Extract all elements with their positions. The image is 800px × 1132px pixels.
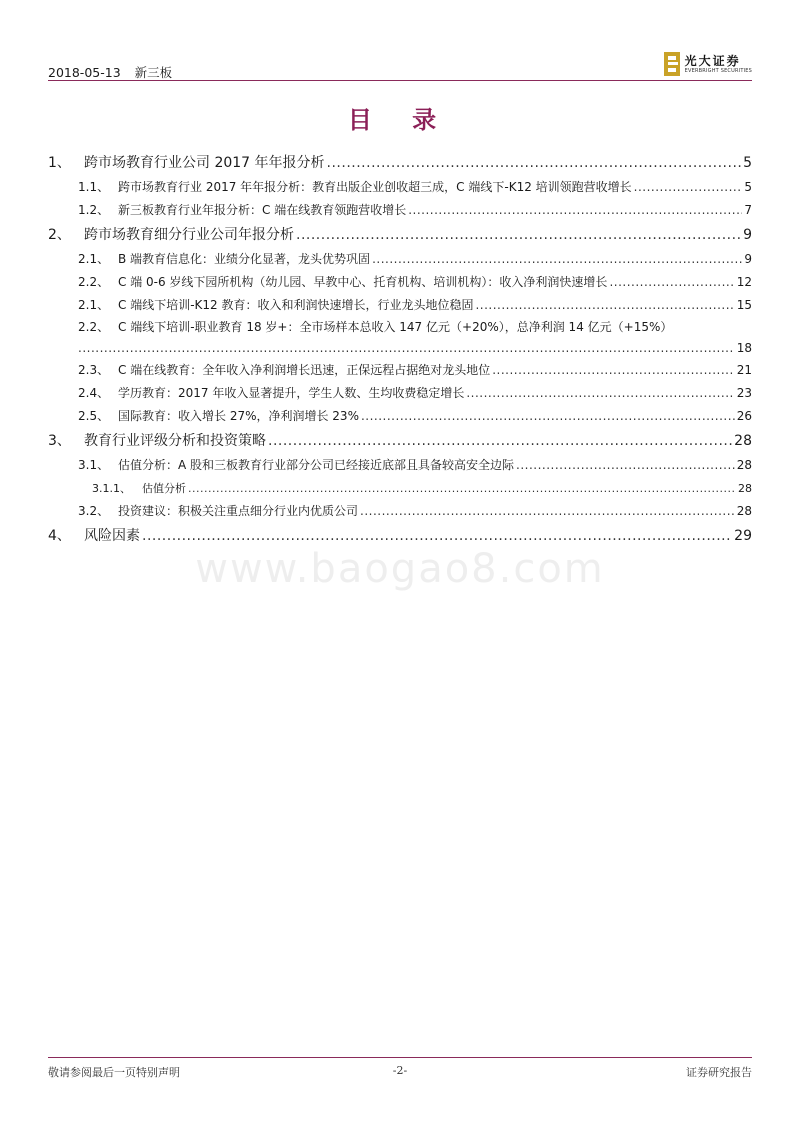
toc-entry-page: 12 (736, 275, 752, 289)
toc-entry-number: 3.1、 (78, 458, 110, 472)
toc-entry-title: 国际教育：收入增长 27%，净利润增长 23% (118, 409, 359, 423)
toc-entry-title: C 端线下培训-K12 教育：收入和利润快速增长，行业龙头地位稳固 (118, 298, 474, 312)
toc-entry-number: 1、 (48, 155, 71, 171)
toc-entry-page: 9 (743, 227, 752, 243)
toc-entry[interactable] (48, 523, 752, 549)
header-meta (48, 63, 172, 81)
market-board: 新三板 (134, 65, 173, 80)
toc-leader-dots (142, 523, 732, 549)
company-logo (664, 50, 752, 78)
toc-entry-title: 风险因素 (84, 528, 140, 544)
toc-entry-number: 2、 (48, 227, 71, 243)
toc-entry-title: 投资建议：积极关注重点细分行业内优质公司 (118, 504, 359, 518)
toc-leader-dots (516, 454, 735, 477)
toc-entry-number: 2.3、 (78, 363, 110, 377)
toc-entry-page: 28 (738, 482, 752, 495)
toc-entry-title: C 端 0-6 岁线下园所机构（幼儿园、早教中心、托育机构、培训机构）：收入净利润快速增长 (118, 275, 608, 289)
toc-entry-number: 3、 (48, 433, 71, 449)
toc-leader-dots (188, 477, 736, 500)
toc-entry-page: 28 (736, 458, 752, 472)
toc-entry[interactable] (48, 428, 752, 454)
toc-entry-title: 估值分析 (142, 482, 186, 495)
toc-entry-page: 28 (734, 433, 752, 449)
toc-entry-page: 5 (744, 180, 752, 194)
toc-entry[interactable] (48, 405, 752, 428)
logo-chinese-name: 光大证券 (684, 53, 741, 68)
toc-entry-page: 7 (744, 203, 752, 217)
report-type: 证券研究报告 (686, 1066, 752, 1079)
toc-entry[interactable] (48, 477, 752, 500)
toc-leader-dots (296, 222, 741, 248)
toc-entry[interactable] (48, 222, 752, 248)
page-header (48, 50, 752, 80)
toc-entry-number: 2.1、 (78, 298, 110, 312)
toc-leader-dots (492, 359, 735, 382)
toc-entry-title: 新三板教育行业年报分析：C 端在线教育领跑营收增长 (118, 203, 407, 217)
toc-entry-title: 学历教育：2017 年收入显著提升，学生人数、生均收费稳定增长 (118, 386, 465, 400)
toc-entry[interactable] (48, 150, 752, 176)
toc-entry-page: 28 (736, 504, 752, 518)
toc-entry-number: 3.1.1、 (92, 482, 131, 495)
header-divider (48, 80, 752, 81)
report-date: 2018-05-13 (48, 65, 121, 80)
toc-entry-title: C 端线下培训-职业教育 18 岁+：全市场样本总收入 147 亿元（+20%），总净利润 14 亿元（+15%） (118, 320, 673, 334)
everbright-logo-icon (664, 52, 680, 76)
toc-entry-number: 1.2、 (78, 203, 110, 217)
toc-entry[interactable] (48, 176, 752, 199)
toc-entry-page: 26 (736, 409, 752, 423)
toc-leader-dots (408, 199, 742, 222)
footer-divider (48, 1057, 752, 1058)
toc-entry-page: 29 (734, 528, 752, 544)
disclaimer-note: 敬请参阅最后一页特别声明 (48, 1066, 180, 1079)
toc-entry[interactable] (48, 271, 752, 294)
toc-entry[interactable] (48, 317, 752, 359)
toc-entry-page: 21 (736, 363, 752, 377)
logo-english-name: EVERBRIGHT SECURITIES (684, 67, 752, 74)
toc-leader-dots (475, 294, 734, 317)
toc-entry-number: 2.5、 (78, 409, 110, 423)
toc-entry[interactable] (48, 359, 752, 382)
toc-entry-page: 5 (743, 155, 752, 171)
toc-entry-page: 15 (736, 298, 752, 312)
toc-entry-title: 估值分析：A 股和三板教育行业部分公司已经接近底部且具备较高安全边际 (118, 458, 515, 472)
toc-entry-number: 3.2、 (78, 504, 110, 518)
toc-entry[interactable] (48, 454, 752, 477)
toc-leader-dots (466, 382, 734, 405)
toc-entry-number: 2.1、 (78, 252, 110, 266)
toc-entry-title: C 端在线教育：全年收入净利润增长迅速，正保远程占据绝对龙头地位 (118, 363, 491, 377)
toc-title: 目 录 (347, 105, 453, 134)
toc-leader-dots (609, 271, 734, 294)
toc-entry-number: 2.4、 (78, 386, 110, 400)
toc-leader-dots (360, 500, 735, 523)
toc-entry-page: 23 (736, 386, 752, 400)
toc-entry[interactable] (48, 248, 752, 271)
toc-entry-number: 1.1、 (78, 180, 110, 194)
toc-entry-title: 跨市场教育细分行业公司年报分析 (84, 227, 294, 243)
toc-entry-title: 教育行业评级分析和投资策略 (84, 433, 266, 449)
toc-leader-dots (78, 338, 735, 359)
toc-entry-title: 跨市场教育行业 2017 年年报分析：教育出版企业创收超三成，C 端线下-K12 培训领跑营收增长 (118, 180, 632, 194)
toc-entry[interactable] (48, 199, 752, 222)
toc-entry-page: 18 (736, 341, 752, 355)
toc-entry-page: 9 (744, 252, 752, 266)
toc-entry-number: 4、 (48, 528, 71, 544)
toc-leader-dots (372, 248, 742, 271)
table-of-contents (48, 150, 752, 549)
toc-entry[interactable] (48, 500, 752, 523)
toc-entry-number: 2.2、 (78, 275, 110, 289)
toc-leader-dots (634, 176, 743, 199)
toc-entry[interactable] (48, 382, 752, 405)
toc-entry-number: 2.2、 (78, 320, 110, 334)
toc-entry[interactable] (48, 294, 752, 317)
toc-entry-title: B 端教育信息化：业绩分化显著，龙头优势巩固 (118, 252, 371, 266)
toc-leader-dots (268, 428, 732, 454)
page-number: -2- (392, 1064, 408, 1077)
page-footer (48, 1064, 752, 1080)
toc-entry-title: 跨市场教育行业公司 2017 年年报分析 (84, 155, 325, 171)
watermark: www.baogao8.com (195, 546, 605, 592)
toc-leader-dots (361, 405, 735, 428)
toc-leader-dots (327, 150, 742, 176)
